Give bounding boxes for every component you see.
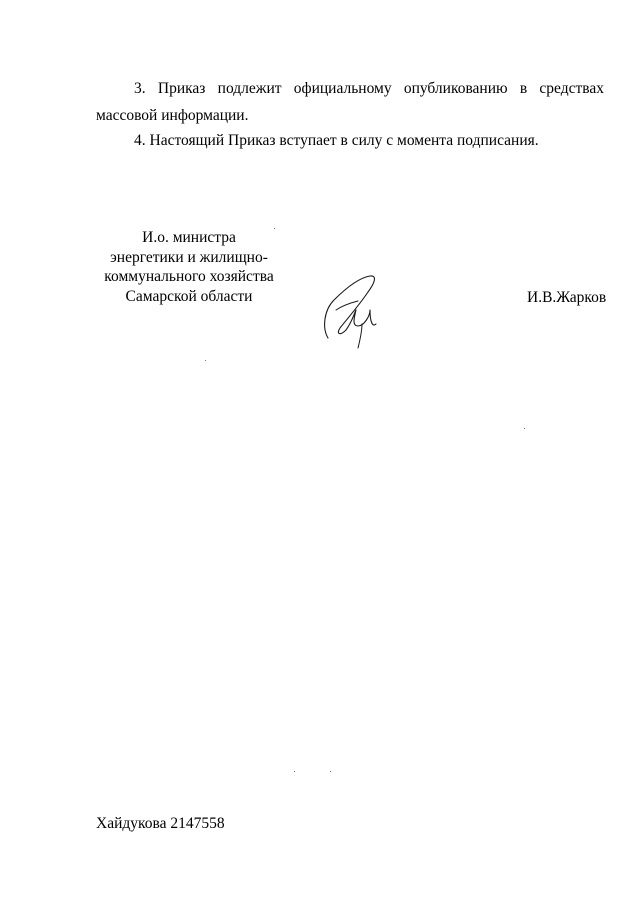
scan-speck [524, 428, 525, 429]
scan-speck [330, 771, 331, 772]
position-line: И.о. министра [142, 229, 236, 246]
paragraph-item-4: 4. Настоящий Приказ вступает в силу с момента подписания. [134, 132, 539, 149]
position-line: Самарской области [125, 287, 253, 305]
position-line: коммунального хозяйства [104, 268, 274, 285]
signatory-position [100, 228, 278, 306]
scan-speck [274, 228, 275, 229]
scan-speck [294, 771, 295, 772]
handwritten-signature [318, 270, 388, 350]
signer-name: И.В.Жарков [527, 289, 607, 306]
scan-speck [205, 360, 206, 361]
executor-contact: Хайдукова 2147558 [96, 815, 225, 832]
position-line: энергетики и жилищно- [110, 248, 268, 266]
paragraph-item-3: 3. Приказ подлежит официальному опубликованию в средствах массовой информации. [96, 80, 604, 124]
